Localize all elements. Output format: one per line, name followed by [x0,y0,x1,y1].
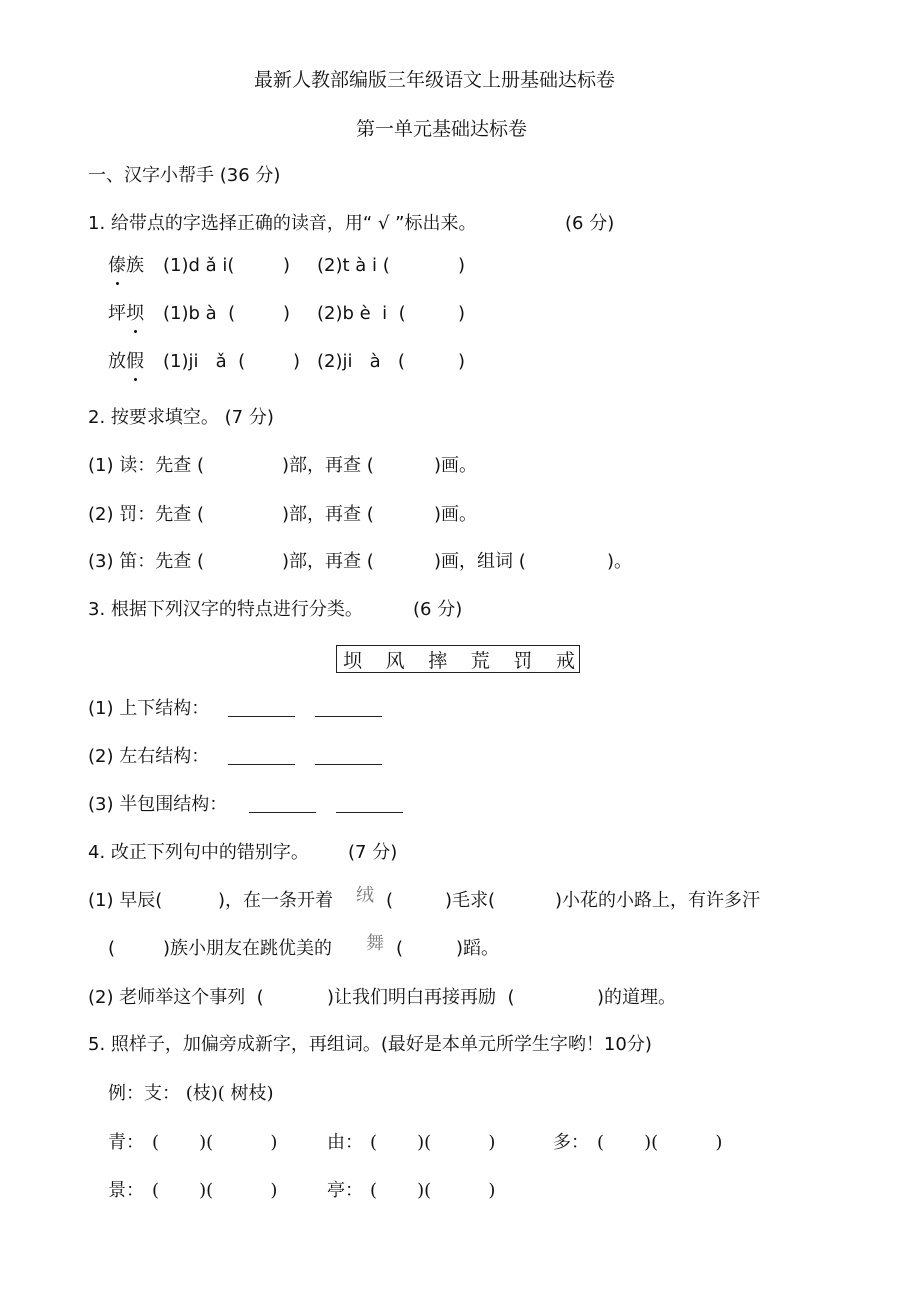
option-2: (2)b è i ( [317,303,406,324]
char: 戒 [555,649,575,672]
q5-prompt: 5. 照样子，加偏旁成新字，再组词。(最好是本单元所学生字哟！10分) [88,1034,652,1055]
answer-line[interactable] [315,698,382,717]
fill-blank[interactable]: )部，再查 ( [282,551,374,572]
answer-blank[interactable]: ) [283,303,291,324]
blank-brackets[interactable]: ( )( ) [370,1132,496,1153]
pinyin-image-char: 绒 [356,885,374,906]
dotted-char: 坝 [126,303,144,324]
blank-brackets[interactable]: ( )( ) [597,1132,723,1153]
section-heading: 一、汉字小帮手 (36 分) [88,165,281,186]
option-2: (2)t à i ( [317,255,390,276]
fill-blank[interactable]: )。 [607,551,633,572]
answer-blank[interactable]: ) [293,351,301,372]
char: 摔 [428,649,448,672]
pinyin-image-char: 舞 [366,933,384,954]
char: 罚 [513,649,533,672]
blank-brackets[interactable]: ( )( ) [152,1180,278,1201]
fill-blank[interactable]: )画。 [434,504,478,525]
q2-prompt: 2. 按要求填空。 (7 分) [88,407,274,428]
char: 风 [385,649,405,672]
answer-line[interactable] [228,746,295,765]
answer-blank[interactable]: ) [458,255,466,276]
answer-blank[interactable]: ) [283,255,291,276]
q1-prompt: 1. 给带点的字选择正确的读音，用“ √ ”标出来。 [88,213,477,234]
dotted-char: 傣 [108,255,126,276]
fill-blank[interactable]: )画。 [434,455,478,476]
q3-prompt: 3. 根据下列汉字的特点进行分类。 [88,599,363,620]
q5-example: 例：支： (枝)( 树枝) [108,1083,274,1104]
option-1: (1)b à ( [163,303,236,324]
fill-blank[interactable]: )部，再查 ( [282,455,374,476]
dotted-char: 假 [126,351,144,372]
fill-blank[interactable]: )画，组词 ( [434,551,526,572]
answer-line[interactable] [249,794,316,813]
answer-line[interactable] [315,746,382,765]
option-2: (2)ji à ( [317,351,405,372]
answer-blank[interactable]: ) [458,351,466,372]
q1-score: (6 分) [565,213,615,234]
option-1: (1)ji ǎ ( [163,351,246,372]
answer-line[interactable] [228,698,295,717]
option-1: (1)d ǎ i( [163,255,235,276]
document-subtitle: 第一单元基础达标卷 [356,118,528,140]
q4-prompt: 4. 改正下列句中的错别字。 [88,842,309,863]
answer-line[interactable] [336,794,403,813]
document-title: 最新人教部编版三年级语文上册基础达标卷 [254,69,616,91]
char: 坝 [343,649,363,672]
blank-brackets[interactable]: ( )( ) [370,1180,496,1201]
fill-blank[interactable]: )部，再查 ( [282,504,374,525]
q4-score: (7 分) [348,842,398,863]
char: 荒 [470,649,490,672]
blank-brackets[interactable]: ( )( ) [152,1132,278,1153]
q3-score: (6 分) [413,599,463,620]
answer-blank[interactable]: ) [458,303,466,324]
character-box [336,645,580,673]
